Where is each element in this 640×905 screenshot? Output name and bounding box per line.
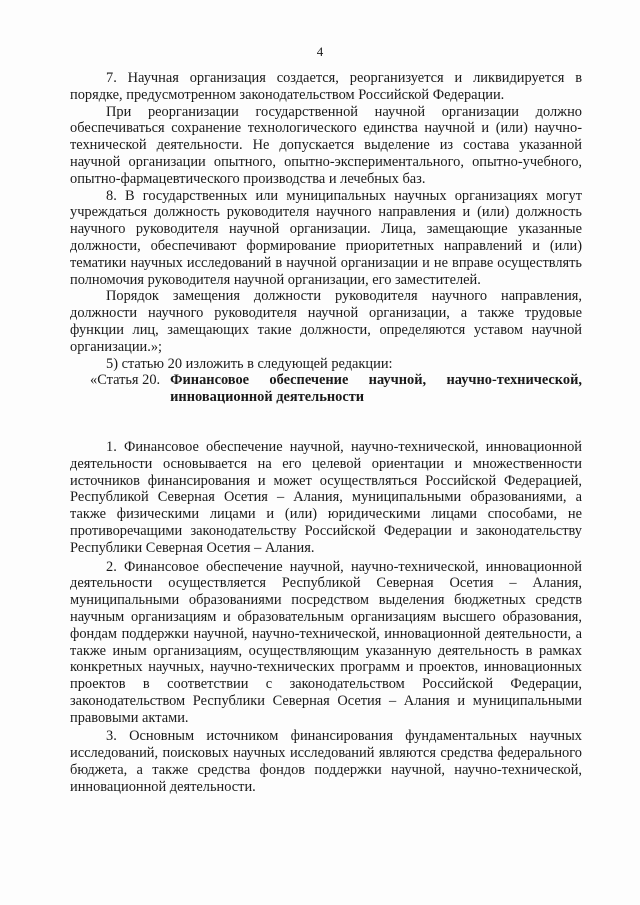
paragraph-amendment-5: 5) статью 20 изложить в следующей редакции: [106,355,393,372]
paragraph-point-2: 2. Финансовое обеспечение научной, научно-технической, инновационной деятельности осуществляется Республикой Северная Осетия – Алания, муниципальными образованиями посредством выделения бюджетных средств научным организациям и образовательным организациям высшего образования, фондам поддержки научной, научно-технической, инновационной деятельности, а также иным организациям, осуществляющим указанную деятельность в рамках конкретных научных, научно-технических программ и проектов, инновационных проектов в соответствии с законодательством Российской Федерации, законодательством Республики Северная Осетия – Алания и муниципальными правовыми актами. [70,558,582,726]
article-heading [70,372,582,406]
paragraph-item-8: 8. В государственных или муниципальных научных организациях могут учреждаться должность руководителя научного направления и (или) должность научного руководителя научной организации. Лица, замещающие указанные должности, обеспечивают формирование приоритетных направлений и (или) тематики научных исследований в научной организации и не вправе осуществлять полномочия руководителя научной организации, его заместителей. [70,187,582,288]
paragraph-reorganization: При реорганизации государственной научной организации должно обеспечиваться сохранение технологического единства научной и (или) научно-технической деятельности. Не допускается выделение из состава указанной научной организации опытного, опытно-экспериментального, опытно-учебного, опытно-фармацевтического производства и лечебных баз. [70,103,582,187]
blank-spacer [70,406,582,439]
paragraph-item-7: 7. Научная организация создается, реорганизуется и ликвидируется в порядке, предусмотренном законодательством Российской Федерации. [70,70,582,103]
paragraph-point-1: 1. Финансовое обеспечение научной, научно-технической, инновационной деятельности основывается на его целевой ориентации и множественности источников финансирования и может осуществляться Российской Федерацией, Республикой Северная Осетия – Алания, муниципальными образованиями, а также физическими лицами и (или) юридическими лицами способами, не противоречащими законодательству Российской Федерации и законодательству Республики Северная Осетия – Алания. [70,438,582,556]
page-number: 4 [316,44,324,59]
paragraph-appointment-order: Порядок замещения должности руководителя научного направления, должности научного руководителя научной организации, а также трудовые функции лиц, замещающих такие должности, определяются уставом научной организации.»; [70,288,582,355]
document-body [70,70,582,796]
article-label: «Статья 20. [90,372,161,389]
paragraph-point-3: 3. Основным источником финансирования фундаментальных научных исследований, поисковых научных исследований являются средства федерального бюджета, а также средства фондов поддержки научной, научно-технической, инновационной деятельности. [70,728,582,795]
article-title: Финансовое обеспечение научной, научно-технической, инновационной деятельности [170,372,582,406]
